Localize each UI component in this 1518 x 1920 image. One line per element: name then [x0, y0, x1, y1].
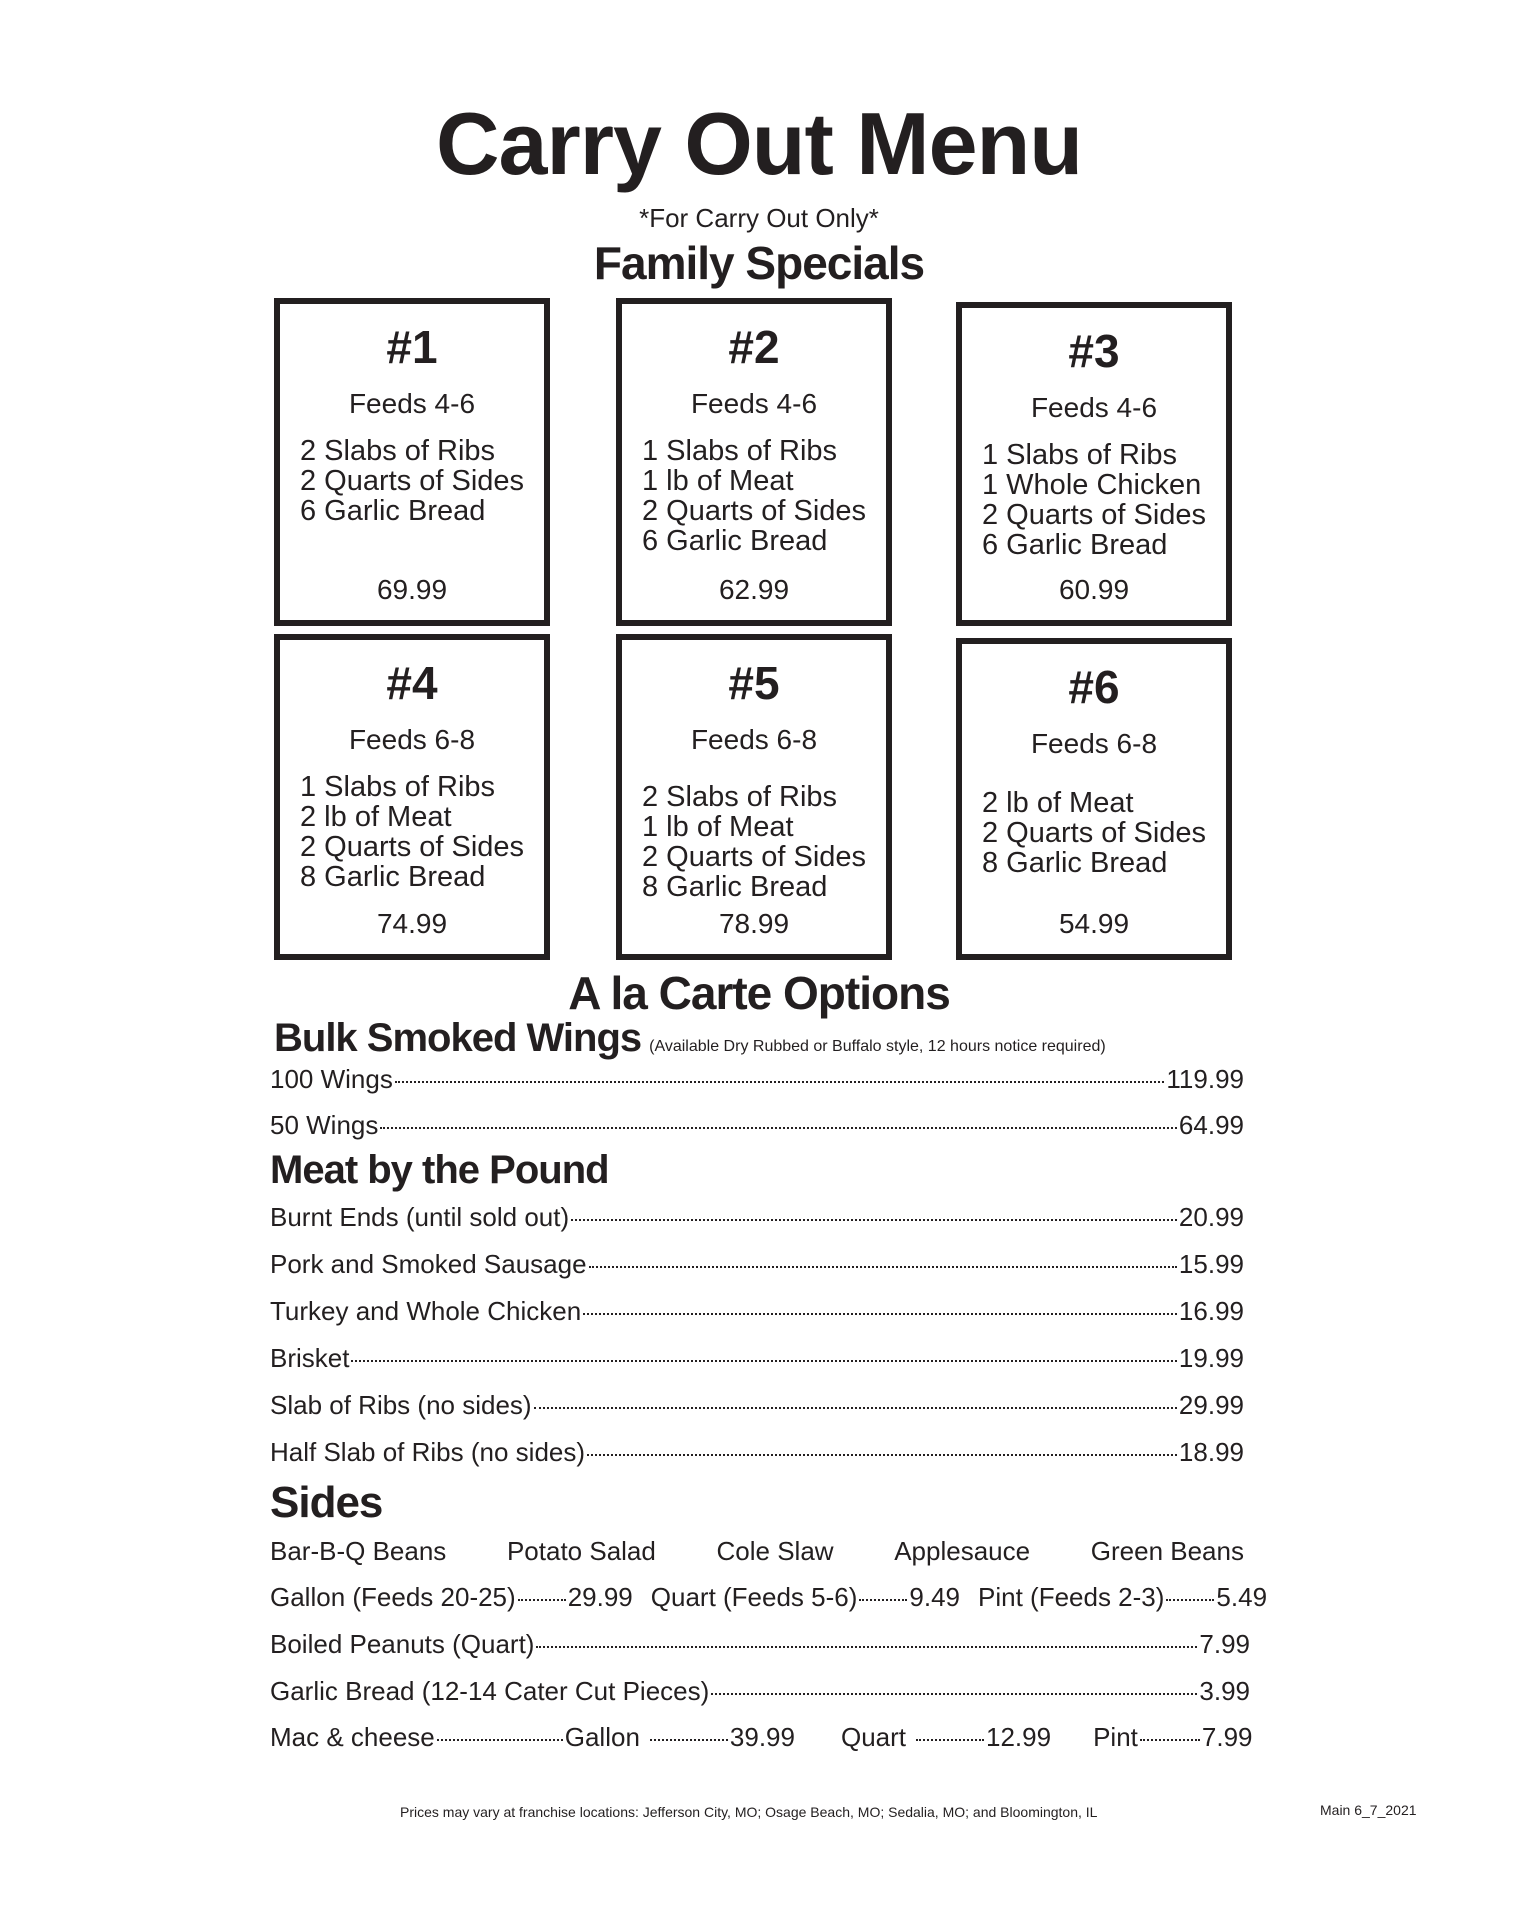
- menu-title: Carry Out Menu: [435, 94, 1083, 193]
- size-label: Pint (Feeds 2-3): [978, 1582, 1165, 1612]
- special-item: 2 Slabs of Ribs: [642, 781, 838, 813]
- special-item: 2 lb of Meat: [982, 787, 1134, 819]
- sides-heading: Sides: [270, 1478, 383, 1527]
- dot-leader: [534, 1407, 1177, 1409]
- special-item: 6 Garlic Bread: [300, 495, 486, 527]
- dot-leader: [536, 1646, 1197, 1648]
- size-price: 9.49: [909, 1582, 961, 1612]
- special-item: 2 Quarts of Sides: [642, 841, 867, 873]
- special-price: 54.99: [1058, 908, 1130, 939]
- special-feeds: Feeds 4-6: [348, 388, 476, 419]
- special-item: 1 Slabs of Ribs: [642, 435, 838, 467]
- dot-leader: [437, 1739, 563, 1741]
- wings-heading: [274, 1016, 1106, 1061]
- item-price: 16.99: [1178, 1296, 1244, 1326]
- special-box-6: [956, 638, 1232, 960]
- special-box-3: [956, 302, 1232, 626]
- special-box-1: [274, 298, 550, 626]
- special-box-2: [616, 298, 892, 626]
- item-price: 119.99: [1166, 1064, 1244, 1094]
- item-price: 29.99: [1178, 1390, 1244, 1420]
- dot-leader: [518, 1599, 566, 1601]
- special-items: [982, 788, 1206, 878]
- item-label: Burnt Ends (until sold out): [270, 1202, 570, 1232]
- menu-row: [270, 1064, 1244, 1098]
- special-items: [300, 436, 524, 526]
- size-label: Quart: [840, 1722, 907, 1752]
- size-price: 5.49: [1216, 1582, 1268, 1612]
- special-number: #4: [386, 657, 438, 709]
- mac-label: [270, 1722, 565, 1753]
- family-specials-heading: Family Specials: [593, 237, 925, 289]
- menu-row: [270, 1629, 1250, 1663]
- special-items: [300, 772, 524, 892]
- item-price: 15.99: [1178, 1249, 1244, 1279]
- mac-pint: [1093, 1722, 1252, 1753]
- footer-note: Prices may vary at franchise locations: Jefferson City, MO; Osage Beach, MO; Sedalia, MO; and Bloomington, IL: [400, 1804, 1098, 1820]
- version-label: Main 6_7_2021: [1320, 1802, 1417, 1818]
- special-item: 6 Garlic Bread: [982, 529, 1168, 561]
- size-pint: [978, 1582, 1267, 1613]
- special-item: 1 lb of Meat: [642, 465, 794, 497]
- item-price: 18.99: [1178, 1437, 1244, 1467]
- item-label: Half Slab of Ribs (no sides): [270, 1437, 586, 1467]
- special-number: #3: [1068, 325, 1120, 377]
- item-label: Garlic Bread (12-14 Cater Cut Pieces): [270, 1676, 710, 1706]
- mac-gallon: [565, 1722, 795, 1753]
- special-items: [642, 782, 866, 902]
- item-label: 100 Wings: [270, 1064, 393, 1094]
- item-label: Boiled Peanuts (Quart): [270, 1629, 535, 1659]
- dot-leader: [395, 1081, 1165, 1083]
- special-number: #2: [728, 321, 780, 373]
- special-price: 74.99: [376, 908, 448, 939]
- size-price: 29.99: [567, 1582, 633, 1612]
- special-feeds: Feeds 6-8: [1030, 728, 1158, 759]
- special-number: #6: [1068, 661, 1120, 713]
- item-price: 3.99: [1199, 1676, 1250, 1706]
- special-item: 2 lb of Meat: [300, 801, 452, 833]
- size-label: Pint: [1093, 1722, 1138, 1752]
- special-number: #1: [386, 321, 438, 373]
- dot-leader: [650, 1739, 728, 1741]
- menu-row: [270, 1343, 1244, 1377]
- item-label: Pork and Smoked Sausage: [270, 1249, 587, 1279]
- dot-leader: [583, 1313, 1177, 1315]
- size-price: 39.99: [729, 1722, 795, 1752]
- special-item: 1 Slabs of Ribs: [300, 771, 496, 803]
- menu-row: [270, 1249, 1244, 1283]
- size-price: 7.99: [1201, 1722, 1253, 1752]
- dot-leader: [351, 1360, 1176, 1362]
- dot-leader: [711, 1693, 1197, 1695]
- special-item: 6 Garlic Bread: [642, 525, 828, 557]
- special-item: 2 Quarts of Sides: [982, 499, 1207, 531]
- dot-leader: [587, 1454, 1177, 1456]
- special-feeds: Feeds 4-6: [1030, 392, 1158, 423]
- menu-row: [270, 1390, 1244, 1424]
- mac-quart: [841, 1722, 1051, 1753]
- dot-leader: [1166, 1599, 1214, 1601]
- wings-heading-text: Bulk Smoked Wings: [274, 1016, 642, 1060]
- dot-leader: [380, 1127, 1177, 1129]
- special-box-5: [616, 634, 892, 960]
- special-items: [982, 440, 1206, 560]
- dot-leader: [571, 1219, 1177, 1221]
- size-quart: [651, 1582, 960, 1613]
- special-feeds: Feeds 4-6: [690, 388, 818, 419]
- menu-row: [270, 1296, 1244, 1330]
- side-name: Bar-B-Q Beans: [270, 1536, 447, 1566]
- sides-list: [270, 1536, 1244, 1567]
- special-items: [642, 436, 866, 556]
- menu-row: [270, 1437, 1244, 1471]
- special-item: 2 Slabs of Ribs: [300, 435, 496, 467]
- wings-note: (Available Dry Rubbed or Buffalo style, 12 hours notice required): [649, 1038, 1106, 1055]
- item-label: Slab of Ribs (no sides): [270, 1390, 532, 1420]
- special-item: 8 Garlic Bread: [300, 861, 486, 893]
- special-price: 60.99: [1058, 574, 1130, 605]
- special-item: 1 Whole Chicken: [982, 469, 1202, 501]
- special-box-4: [274, 634, 550, 960]
- dot-leader: [589, 1266, 1177, 1268]
- special-price: 78.99: [718, 908, 790, 939]
- item-price: 20.99: [1178, 1202, 1244, 1232]
- size-label: Quart (Feeds 5-6): [650, 1582, 858, 1612]
- special-item: 8 Garlic Bread: [982, 847, 1168, 879]
- special-item: 2 Quarts of Sides: [642, 495, 867, 527]
- item-label: Mac & cheese: [270, 1722, 435, 1752]
- item-label: Brisket: [270, 1343, 350, 1373]
- item-price: 7.99: [1199, 1629, 1250, 1659]
- side-sizes: [270, 1582, 1268, 1613]
- dot-leader: [916, 1739, 984, 1741]
- size-price: 12.99: [986, 1722, 1052, 1752]
- menu-row: [270, 1110, 1244, 1144]
- meat-heading: Meat by the Pound: [270, 1148, 609, 1192]
- size-label: Gallon (Feeds 20-25): [270, 1582, 516, 1612]
- special-item: 2 Quarts of Sides: [300, 831, 525, 863]
- special-item: 2 Quarts of Sides: [982, 817, 1207, 849]
- dot-leader: [1140, 1739, 1200, 1741]
- menu-row: [270, 1676, 1250, 1710]
- side-name: Green Beans: [1090, 1536, 1244, 1566]
- special-price: 69.99: [376, 574, 448, 605]
- special-feeds: Feeds 6-8: [690, 724, 818, 755]
- special-item: 1 lb of Meat: [642, 811, 794, 843]
- size-gallon: [270, 1582, 633, 1613]
- item-price: 19.99: [1178, 1343, 1244, 1373]
- special-item: 1 Slabs of Ribs: [982, 439, 1178, 471]
- menu-row: [270, 1202, 1244, 1236]
- menu-subtitle: *For Carry Out Only*: [639, 203, 879, 233]
- item-label: Turkey and Whole Chicken: [270, 1296, 582, 1326]
- side-name: Cole Slaw: [716, 1536, 834, 1566]
- side-name: Potato Salad: [506, 1536, 656, 1566]
- special-feeds: Feeds 6-8: [348, 724, 476, 755]
- size-label: Gallon: [564, 1722, 640, 1752]
- mac-cheese-row: [270, 1722, 1253, 1753]
- special-item: 8 Garlic Bread: [642, 871, 828, 903]
- side-name: Applesauce: [894, 1536, 1031, 1566]
- special-price: 62.99: [718, 574, 790, 605]
- alacarte-heading: A la Carte Options: [568, 967, 950, 1019]
- special-number: #5: [728, 657, 780, 709]
- special-item: 2 Quarts of Sides: [300, 465, 525, 497]
- dot-leader: [859, 1599, 907, 1601]
- item-price: 64.99: [1178, 1110, 1244, 1140]
- item-label: 50 Wings: [270, 1110, 379, 1140]
